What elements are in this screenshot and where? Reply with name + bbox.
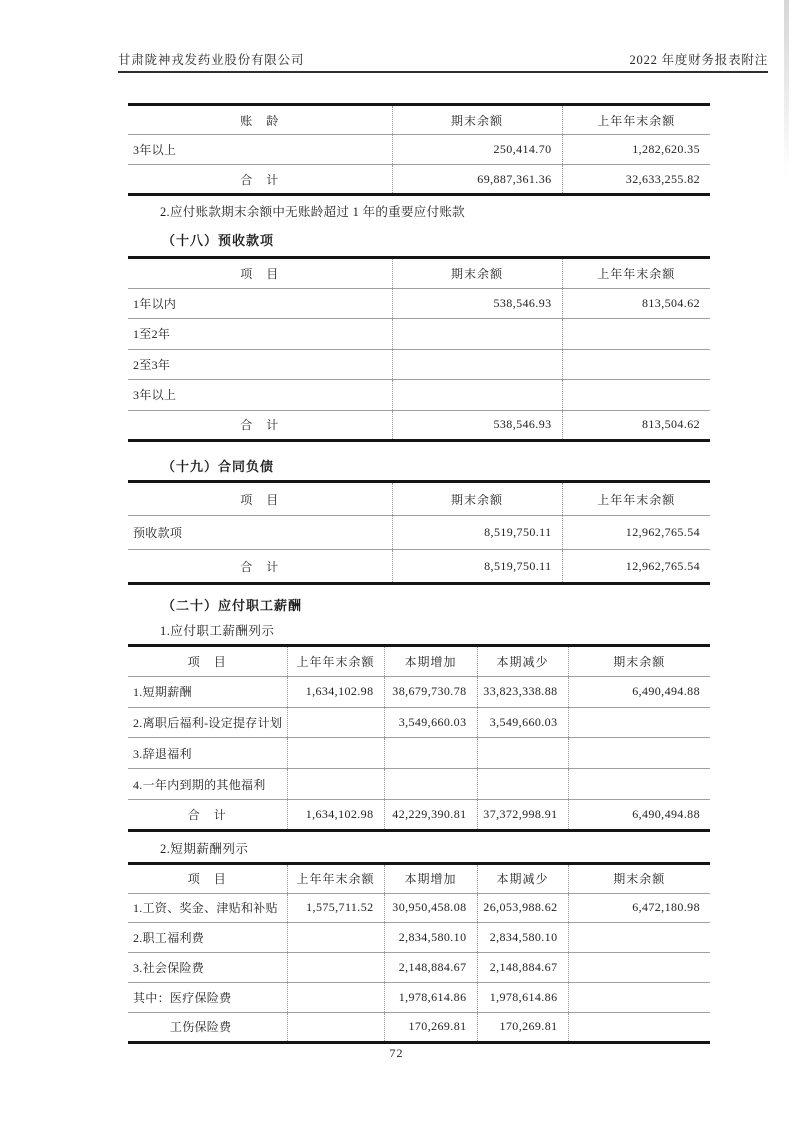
column-header: 账 龄 xyxy=(128,105,392,135)
employee-payroll-table xyxy=(128,644,710,832)
column-header: 本期增加 xyxy=(384,646,477,677)
cell-value xyxy=(568,707,710,738)
cell-value: 813,504.62 xyxy=(562,410,710,441)
cell-value xyxy=(287,738,384,769)
cell-value xyxy=(568,769,710,800)
cell-value: 1,978,614.86 xyxy=(477,982,568,1012)
column-header: 期末余额 xyxy=(392,482,562,516)
row-label: 3.社会保险费 xyxy=(128,953,287,983)
advances-received-table xyxy=(128,256,710,442)
column-header: 本期增加 xyxy=(384,863,477,893)
cell-value: 3,549,660.03 xyxy=(384,707,477,738)
column-header: 项 目 xyxy=(128,482,392,516)
cell-value: 538,546.93 xyxy=(392,410,562,441)
row-label: 1年以内 xyxy=(128,288,392,319)
cell-value: 69,887,361.36 xyxy=(392,165,562,195)
row-label: 合 计 xyxy=(240,418,280,433)
table-row xyxy=(128,1012,710,1042)
table-row xyxy=(128,165,710,195)
row-label: 1至2年 xyxy=(128,319,392,350)
cell-value xyxy=(562,380,710,411)
row-label: 2.职工福利费 xyxy=(128,923,287,953)
payroll-subheading: 1.应付职工薪酬列示 xyxy=(160,624,275,638)
cell-value: 6,472,180.98 xyxy=(568,893,710,923)
cell-value: 42,229,390.81 xyxy=(384,799,477,830)
cell-value: 1,282,620.35 xyxy=(562,135,710,165)
cell-value xyxy=(287,953,384,983)
cell-value: 6,490,494.88 xyxy=(568,799,710,830)
header-row xyxy=(128,258,710,289)
cell-value xyxy=(287,923,384,953)
cell-value: 8,519,750.11 xyxy=(392,516,562,550)
cell-value: 6,490,494.88 xyxy=(568,676,710,707)
cell-value: 2,834,580.10 xyxy=(477,923,568,953)
cell-value: 2,148,884.67 xyxy=(384,953,477,983)
row-label: 4.一年内到期的其他福利 xyxy=(128,769,287,800)
cell-value xyxy=(287,707,384,738)
cell-value xyxy=(477,769,568,800)
column-header: 期末余额 xyxy=(568,646,710,677)
column-header: 项 目 xyxy=(128,863,287,893)
cell-value: 32,633,255.82 xyxy=(562,165,710,195)
row-label: 工伤保险费 xyxy=(133,1020,232,1035)
section-19-heading: （十九）合同负债 xyxy=(162,459,275,474)
cell-value: 170,269.81 xyxy=(384,1012,477,1042)
cell-value xyxy=(287,1012,384,1042)
table-row xyxy=(128,923,710,953)
cell-value: 170,269.81 xyxy=(477,1012,568,1042)
column-header: 期末余额 xyxy=(392,105,562,135)
cell-value xyxy=(384,738,477,769)
table-row xyxy=(128,135,710,165)
row-label: 合 计 xyxy=(240,559,280,574)
table-row xyxy=(128,676,710,707)
row-label: 2至3年 xyxy=(128,349,392,380)
cell-value: 26,053,988.62 xyxy=(477,893,568,923)
section-20-heading: （二十）应付职工薪酬 xyxy=(162,598,303,613)
running-header xyxy=(118,50,768,73)
column-header: 本期减少 xyxy=(477,646,568,677)
section-18-heading: （十八）预收款项 xyxy=(162,233,275,248)
scan-edge-artifact xyxy=(784,0,789,175)
cell-value: 30,950,458.08 xyxy=(384,893,477,923)
column-header: 上年年末余额 xyxy=(562,482,710,516)
table-row xyxy=(128,707,710,738)
table-row xyxy=(128,319,710,350)
cell-value xyxy=(568,953,710,983)
cell-value xyxy=(392,349,562,380)
payables-aging-table xyxy=(128,103,710,196)
table-row xyxy=(128,953,710,983)
cell-value: 250,414.70 xyxy=(392,135,562,165)
cell-value xyxy=(477,738,568,769)
column-header: 项 目 xyxy=(128,646,287,677)
table-row xyxy=(128,410,710,441)
column-header: 项 目 xyxy=(128,258,392,289)
page-number: 72 xyxy=(389,1046,404,1060)
cell-value: 813,504.62 xyxy=(562,288,710,319)
row-label: 3年以上 xyxy=(128,380,392,411)
cell-value xyxy=(568,923,710,953)
column-header: 本期减少 xyxy=(477,863,568,893)
column-header: 期末余额 xyxy=(392,258,562,289)
row-label: 预收款项 xyxy=(128,516,392,550)
cell-value xyxy=(287,769,384,800)
header-row xyxy=(128,863,710,893)
cell-value: 3,549,660.03 xyxy=(477,707,568,738)
cell-value xyxy=(392,319,562,350)
report-title: 2022 年度财务报表附注 xyxy=(629,53,768,67)
contract-liabilities-table xyxy=(128,480,710,585)
column-header: 期末余额 xyxy=(568,863,710,893)
cell-value: 538,546.93 xyxy=(392,288,562,319)
company-name: 甘肃陇神戎发药业股份有限公司 xyxy=(118,53,305,67)
row-label: 其中：医疗保险费 xyxy=(128,982,287,1012)
table-row xyxy=(128,982,710,1012)
table-row xyxy=(128,516,710,550)
cell-value: 12,962,765.54 xyxy=(562,516,710,550)
cell-value: 1,634,102.98 xyxy=(287,799,384,830)
header-row xyxy=(128,105,710,135)
header-row xyxy=(128,482,710,516)
short-term-compensation-table xyxy=(128,862,710,1044)
cell-value: 1,978,614.86 xyxy=(384,982,477,1012)
cell-value xyxy=(562,349,710,380)
cell-value: 2,834,580.10 xyxy=(384,923,477,953)
cell-value: 8,519,750.11 xyxy=(392,550,562,584)
column-header: 上年年末余额 xyxy=(287,646,384,677)
row-label: 合 计 xyxy=(187,807,227,822)
row-label: 3.辞退福利 xyxy=(128,738,287,769)
short-term-subheading: 2.短期薪酬列示 xyxy=(160,841,249,856)
table-row xyxy=(128,288,710,319)
row-label: 2.离职后福利-设定提存计划 xyxy=(128,707,287,738)
cell-value xyxy=(562,319,710,350)
table-row xyxy=(128,893,710,923)
cell-value xyxy=(287,982,384,1012)
table-row xyxy=(128,380,710,411)
cell-value: 1,575,711.52 xyxy=(287,893,384,923)
cell-value xyxy=(392,380,562,411)
cell-value xyxy=(384,769,477,800)
header-row xyxy=(128,646,710,677)
row-label: 3年以上 xyxy=(128,135,392,165)
cell-value xyxy=(568,982,710,1012)
cell-value: 1,634,102.98 xyxy=(287,676,384,707)
table-row xyxy=(128,550,710,584)
column-header: 上年年末余额 xyxy=(562,258,710,289)
cell-value xyxy=(568,1012,710,1042)
column-header: 上年年末余额 xyxy=(287,863,384,893)
table-row xyxy=(128,738,710,769)
row-label: 1.短期薪酬 xyxy=(128,676,287,707)
payable-note: 2.应付账款期末余额中无账龄超过 1 年的重要应付账款 xyxy=(160,205,465,219)
cell-value: 12,962,765.54 xyxy=(562,550,710,584)
cell-value: 37,372,998.91 xyxy=(477,799,568,830)
cell-value: 38,679,730.78 xyxy=(384,676,477,707)
table-row xyxy=(128,349,710,380)
cell-value xyxy=(568,738,710,769)
column-header: 上年年末余额 xyxy=(562,105,710,135)
row-label: 1.工资、奖金、津贴和补贴 xyxy=(128,893,287,923)
row-label: 合 计 xyxy=(240,172,280,187)
cell-value: 33,823,338.88 xyxy=(477,676,568,707)
cell-value: 2,148,884.67 xyxy=(477,953,568,983)
page-content xyxy=(128,103,710,1044)
table-row xyxy=(128,799,710,830)
table-row xyxy=(128,769,710,800)
